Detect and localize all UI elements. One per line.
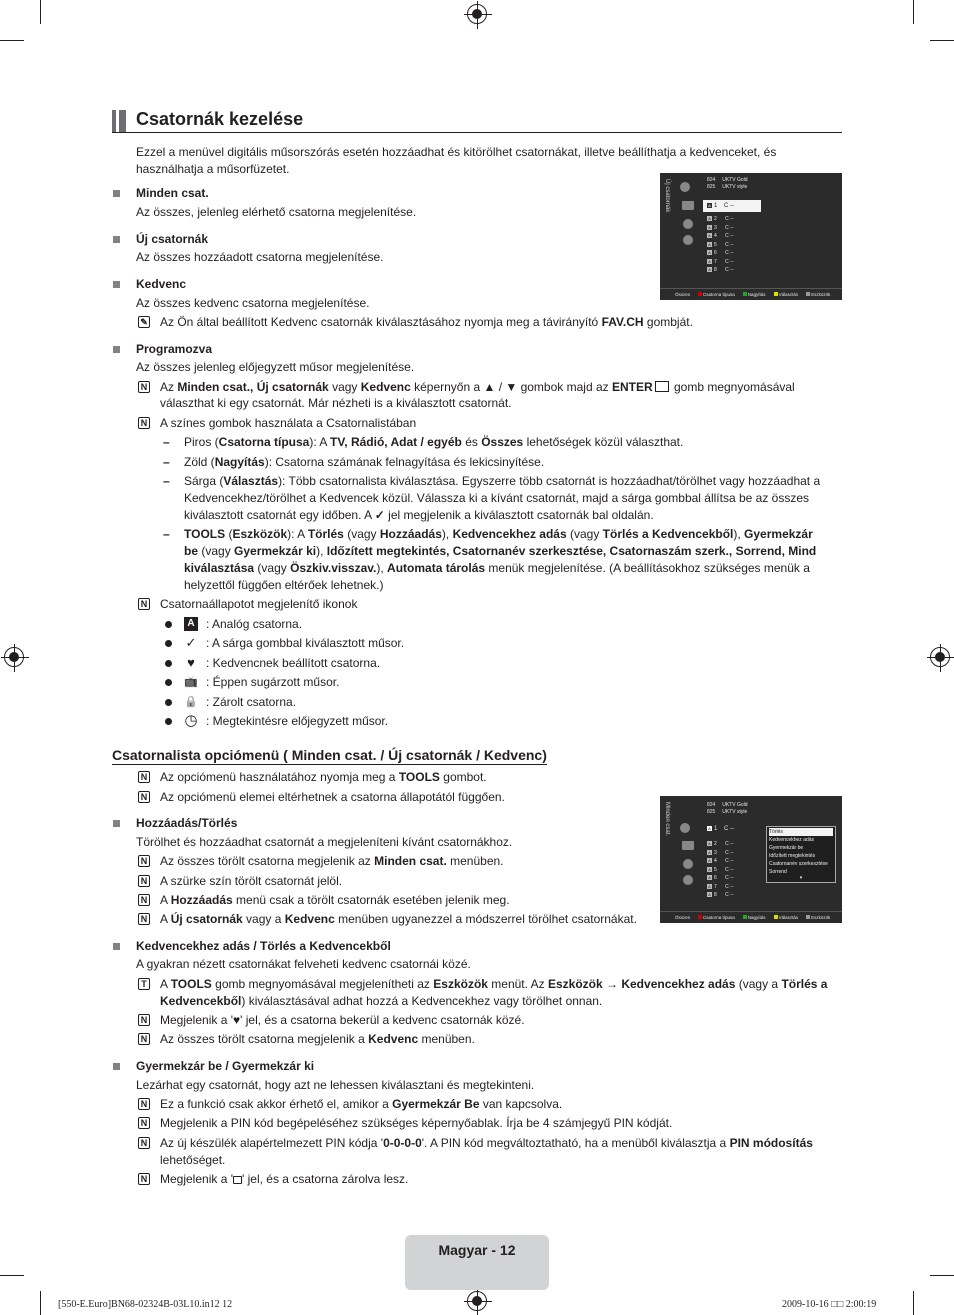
bullet-dot bbox=[165, 679, 172, 686]
crop-mark bbox=[0, 40, 24, 41]
tv-channel-number: 2 bbox=[714, 216, 717, 222]
analog-icon: A bbox=[708, 250, 711, 255]
tv-channel-name: C -- bbox=[725, 875, 734, 881]
heart-icon: ♥ bbox=[233, 1013, 241, 1027]
tv-channel-number: 6 bbox=[714, 250, 717, 256]
tv-top-channel: 825 UKTV style bbox=[707, 184, 748, 190]
tools-desc-l3: kiválasztása (vagy Öszkiv.visszav.), Automata tárolás menük megjelenítése. (A beállításokhoz szükséges menük a bbox=[184, 561, 810, 575]
status-icon-label: : Kedvencnek beállított csatorna. bbox=[206, 656, 381, 670]
crop-mark bbox=[930, 1275, 954, 1276]
analog-icon: A bbox=[708, 858, 711, 863]
tv-channel-name: C -- bbox=[725, 258, 734, 265]
tv-channel-name: C -- bbox=[725, 250, 734, 256]
tv-footer-item[interactable]: Választás bbox=[774, 912, 799, 923]
tv-channel-row[interactable] bbox=[707, 267, 733, 273]
bullet-dot bbox=[165, 621, 172, 628]
crop-mark bbox=[913, 0, 914, 24]
yellow-button-desc-l3: kiválasztott csatornát egy időben. A ✓ jel megjelenik a kiválasztott csatornák bal oldalán. bbox=[184, 508, 654, 522]
dash-bullet: – bbox=[163, 474, 170, 488]
tv-channel-name: C -- bbox=[725, 892, 734, 898]
crop-mark bbox=[0, 1275, 24, 1276]
tv-channel-number: 4 bbox=[714, 233, 717, 239]
color-button-icon bbox=[698, 292, 702, 296]
dash-bullet: – bbox=[163, 527, 170, 541]
tv-top-channel: 824 UKTV Gold bbox=[707, 177, 748, 183]
tv-channel-number: 8 bbox=[714, 892, 717, 898]
heart-icon bbox=[683, 219, 693, 229]
note-icon: N bbox=[138, 1137, 150, 1149]
gyer-note-4: Megjelenik a ' ' jel, és a csatorna zárolva lesz. bbox=[160, 1172, 409, 1186]
page-number: Magyar - 12 bbox=[438, 1242, 516, 1258]
hozz-note-4: A Új csatornák vagy a Kedvenc menüben ugyanezzel a módszerrel törölhet csatornákat. bbox=[160, 912, 637, 926]
kedv-note-1: Megjelenik a '♥' jel, és a csatorna bekerül a kedvenc csatornák közé. bbox=[160, 1013, 525, 1027]
tv-channel-row[interactable] bbox=[707, 884, 733, 890]
tv-footer bbox=[660, 911, 842, 923]
heart-icon: ♥ bbox=[187, 655, 195, 670]
tv-channel-row[interactable] bbox=[707, 875, 733, 881]
bullet-square bbox=[113, 346, 120, 353]
kedvenc-desc: Az összes kedvenc csatorna megjelenítése. bbox=[136, 296, 370, 310]
prog-heading: Programozva bbox=[136, 342, 213, 356]
tv-channel-row[interactable] bbox=[707, 850, 733, 856]
prog-note-3: Csatornaállapotot megjelenítő ikonok bbox=[160, 597, 358, 611]
tv-channel-row[interactable] bbox=[707, 867, 733, 873]
crop-mark bbox=[930, 40, 954, 41]
tv-channel-name: C -- bbox=[725, 858, 734, 864]
note-icon: N bbox=[138, 791, 150, 803]
note-icon: N bbox=[138, 855, 150, 867]
tools-desc-l2: be (vagy Gyermekzár ki), Időzített megtekintés, Csatornanév szerkesztése, Csatornaszám szerk., Sorrend, Mind bbox=[184, 544, 817, 558]
tv-footer-item[interactable]: Összes bbox=[675, 915, 691, 920]
bullet-dot bbox=[165, 640, 172, 647]
tv-channel-name: C -- bbox=[725, 233, 734, 239]
print-info-left: [550-E.Euro]BN68-02324B-03L10.in12 12 bbox=[58, 1299, 233, 1310]
section-heading: Csatornalista opciómenü ( Minden csat. / Új csatornák / Kedvenc) bbox=[112, 747, 547, 763]
analog-icon: A bbox=[708, 216, 711, 221]
print-info-right: 2009-10-16 □□ 2:00:19 bbox=[782, 1299, 877, 1310]
analog-icon: A bbox=[708, 892, 711, 897]
analog-icon: A bbox=[708, 875, 711, 880]
hozz-note-1: Az összes törölt csatorna megjelenik az Minden csat. menüben. bbox=[160, 854, 504, 868]
registration-mark-top bbox=[467, 4, 487, 24]
gyer-note-3: Az új készülék alapértelmezett PIN kódja '0-0-0-0'. A PIN kód megváltoztatható, ha a menüből kiválasztja a PIN módosítás bbox=[160, 1136, 813, 1150]
tv-side-label: Új csatornák bbox=[664, 179, 670, 213]
tools-desc-l4: helyzettől függően eltérőek lehetnek.) bbox=[184, 578, 384, 592]
clock-icon bbox=[683, 235, 693, 245]
bullet-dot bbox=[165, 699, 172, 706]
note-icon: N bbox=[138, 1173, 150, 1185]
page-title: Csatornák kezelése bbox=[136, 109, 304, 129]
lock-icon: 🔒 bbox=[184, 696, 198, 708]
tv-channel-name: C -- bbox=[725, 849, 734, 856]
minden-desc: Az összes, jelenleg elérhető csatorna megjelenítése. bbox=[136, 205, 417, 219]
cable-icon bbox=[682, 201, 694, 210]
tv-footer-item[interactable]: Nagyítás bbox=[743, 289, 766, 300]
color-button-icon bbox=[806, 292, 810, 296]
tv-side-label: Minden csat. bbox=[664, 802, 670, 837]
color-button-icon bbox=[698, 915, 702, 919]
tv-channel-number: 4 bbox=[714, 858, 717, 864]
tv-selected-row[interactable]: A 1 C -- bbox=[708, 826, 735, 832]
color-button-icon bbox=[774, 292, 778, 296]
bullet-square bbox=[113, 281, 120, 288]
minden-heading: Minden csat. bbox=[136, 186, 209, 200]
hozz-note-2: A szürke szín törölt csatornát jelöl. bbox=[160, 874, 343, 888]
title-marker-icon bbox=[112, 110, 126, 132]
note-icon: N bbox=[138, 1033, 150, 1045]
analog-icon: A bbox=[184, 617, 198, 631]
tv-channel-name: C -- bbox=[725, 866, 734, 873]
status-icon-label: : Megtekintésre előjegyzett műsor. bbox=[206, 714, 389, 728]
kedv-tools-l2: Kedvencekből) kiválasztásával adhat hozzá a Kedvencekhez vagy törölhet onnan. bbox=[160, 994, 603, 1008]
tv-channel-number: 2 bbox=[714, 841, 717, 847]
tv-footer-item[interactable]: Csatorna típusa bbox=[698, 912, 735, 923]
clock-icon: ◷ bbox=[184, 712, 198, 729]
tools-menu-item[interactable]: Csatornanév szerkesztése bbox=[769, 861, 828, 867]
color-button-icon bbox=[743, 915, 747, 919]
tv-channel-number: 7 bbox=[714, 883, 717, 890]
tv-footer-item[interactable]: Nagyítás bbox=[743, 912, 766, 923]
status-icon-label: : A sárga gombbal kiválasztott műsor. bbox=[206, 636, 405, 650]
note-icon: N bbox=[138, 1098, 150, 1110]
tools-popup-menu[interactable] bbox=[766, 826, 836, 883]
kedvenc-heading: Kedvenc bbox=[136, 277, 187, 291]
tv-channel-row[interactable] bbox=[707, 858, 733, 864]
gyer-note-1: Ez a funkció csak akkor érhető el, amikor a Gyermekzár Be van kapcsolva. bbox=[160, 1097, 563, 1111]
title-bar bbox=[112, 108, 842, 133]
bullet-square bbox=[113, 236, 120, 243]
bullet-dot bbox=[165, 660, 172, 667]
tools-menu-item[interactable]: Sorrend bbox=[769, 869, 787, 875]
yellow-button-desc: Sárga (Választás): Több csatornalista kiválasztása. Egyszerre több csatornát is hozzáadhat/törölhet vagy hozzáadhat a bbox=[184, 474, 821, 488]
prog-desc: Az összes jelenleg előjegyzett műsor megjelenítése. bbox=[136, 360, 415, 374]
dash-bullet: – bbox=[163, 435, 170, 449]
tv-channel-name: C -- bbox=[725, 224, 734, 231]
uj-heading: Új csatornák bbox=[136, 232, 209, 246]
bullet-dot bbox=[165, 718, 172, 725]
clock-icon bbox=[683, 875, 693, 885]
tv-footer-item[interactable]: Összes bbox=[675, 292, 691, 297]
opt-note-2: Az opciómenü elemei eltérhetnek a csatorna állapotától függően. bbox=[160, 790, 505, 804]
bullet-square bbox=[113, 1063, 120, 1070]
status-icon-label: : Analóg csatorna. bbox=[206, 617, 303, 631]
note-icon: N bbox=[138, 598, 150, 610]
tools-icon: T bbox=[138, 978, 150, 990]
tv-screen-new-channels bbox=[660, 173, 842, 300]
tv-channel-name: C -- bbox=[725, 883, 734, 890]
gyer-desc: Lezárhat egy csatornát, hogy azt ne lehessen kiválasztani és megtekinteni. bbox=[136, 1078, 535, 1092]
tv-footer-item[interactable]: Eszközök bbox=[806, 912, 830, 923]
bullet-square bbox=[113, 820, 120, 827]
antenna-icon bbox=[680, 823, 690, 833]
analog-icon: A bbox=[708, 849, 711, 855]
color-button-icon bbox=[806, 915, 810, 919]
note-icon: N bbox=[138, 1117, 150, 1129]
crop-mark bbox=[40, 0, 41, 24]
color-button-icon bbox=[743, 292, 747, 296]
green-button-desc: Zöld (Nagyítás): Csatorna számának felnagyítása és lekicsinyítése. bbox=[184, 455, 545, 469]
tv-selected-row[interactable]: A 1 C -- bbox=[703, 200, 761, 212]
chevron-down-icon[interactable]: ▾ bbox=[799, 875, 803, 881]
tv-icon: 📺 bbox=[184, 676, 198, 688]
tv-footer-item[interactable]: Csatorna típusa bbox=[698, 289, 735, 300]
hozz-desc: Törölhet és hozzáadhat csatornát a megjeleníteni kívánt csatornákhoz. bbox=[136, 835, 513, 849]
prog-note-1-line2: választhat ki egy csatornát. Már nézheti is a kiválasztott csatornát. bbox=[160, 396, 512, 410]
bullet-square bbox=[113, 190, 120, 197]
tv-footer bbox=[660, 288, 842, 300]
tv-channel-row[interactable] bbox=[707, 892, 733, 898]
tv-channel-row[interactable] bbox=[707, 225, 733, 231]
note-icon: N bbox=[138, 1014, 150, 1026]
tools-desc-l1: TOOLS (Eszközök): A Törlés (vagy Hozzáadás), Kedvencekhez adás (vagy Törlés a Kedvencekből), Gyermekzár bbox=[184, 527, 813, 541]
analog-icon: A bbox=[708, 224, 711, 230]
color-button-icon bbox=[774, 915, 778, 919]
tv-channel-row[interactable] bbox=[707, 841, 733, 847]
bullet-square bbox=[113, 943, 120, 950]
tv-footer-item[interactable]: Eszközök bbox=[806, 289, 830, 300]
tv-channel-row[interactable] bbox=[707, 216, 733, 222]
analog-icon: A bbox=[708, 866, 711, 872]
intro-text: Ezzel a menüvel digitális műsorszórás esetén hozzáadhat és kitörölhet csatornákat, illetve beállíthatja a kedvenceket, és használhatja a műsorfüzetet. bbox=[136, 145, 777, 176]
tv-channel-number: 7 bbox=[714, 258, 717, 265]
registration-mark-bottom bbox=[467, 1291, 487, 1311]
cable-icon bbox=[682, 841, 694, 850]
uj-desc: Az összes hozzáadott csatorna megjelenítése. bbox=[136, 250, 384, 264]
tv-channel-number: 5 bbox=[714, 241, 717, 248]
tv-channel-number: 3 bbox=[714, 224, 717, 231]
tv-channel-name: C -- bbox=[725, 216, 734, 222]
tv-screen-all-channels bbox=[660, 796, 842, 923]
tv-channel-number: 5 bbox=[714, 866, 717, 873]
kedv-desc: A gyakran nézett csatornákat felveheti kedvenc csatornái közé. bbox=[136, 957, 471, 971]
gyer-note-3-l2: lehetőséget. bbox=[160, 1153, 226, 1167]
page-footer-tab bbox=[405, 1235, 549, 1290]
enter-icon bbox=[655, 381, 669, 392]
analog-icon: A bbox=[708, 233, 711, 238]
gyer-heading: Gyermekzár be / Gyermekzár ki bbox=[136, 1059, 315, 1073]
tv-top-channel: 825 UKTV style bbox=[707, 809, 748, 815]
red-button-desc: Piros (Csatorna típusa): A TV, Rádió, Adat / egyéb és Összes lehetőségek közül választhat. bbox=[184, 435, 684, 449]
checkmark-icon: ✓ bbox=[374, 508, 385, 522]
note-icon: N bbox=[138, 417, 150, 429]
lock-icon bbox=[233, 1176, 242, 1184]
registration-mark-right bbox=[930, 647, 950, 667]
status-icon-label: : Éppen sugárzott műsor. bbox=[206, 675, 340, 689]
gyer-note-2: Megjelenik a PIN kód begépeléséhez szükséges képernyőablak. Írja be 4 számjegyű PIN kódját. bbox=[160, 1116, 673, 1130]
tv-channel-row[interactable] bbox=[707, 259, 733, 265]
note-icon: N bbox=[138, 894, 150, 906]
heart-icon bbox=[683, 859, 693, 869]
crop-mark bbox=[40, 1291, 41, 1315]
antenna-icon bbox=[680, 182, 690, 192]
kedv-tools-l1: A TOOLS gomb megnyomásával megjelenítheti az Eszközök menüt. Az Eszközök → Kedvencekhez adás (vagy a Törlés a bbox=[160, 977, 828, 991]
analog-icon: A bbox=[708, 241, 711, 247]
dash-bullet: – bbox=[163, 455, 170, 469]
note-icon: N bbox=[138, 771, 150, 783]
analog-icon: A bbox=[708, 258, 711, 264]
tv-channel-row[interactable] bbox=[707, 250, 733, 256]
tv-footer-item[interactable]: Választás bbox=[774, 289, 799, 300]
tv-channel-row[interactable] bbox=[707, 242, 733, 248]
analog-icon: A bbox=[708, 841, 711, 846]
note-icon: N bbox=[138, 875, 150, 887]
checkmark-icon: ✓ bbox=[185, 635, 197, 650]
remote-icon: ✎ bbox=[138, 316, 150, 328]
note-icon: N bbox=[138, 381, 150, 393]
tv-channel-number: 3 bbox=[714, 849, 717, 856]
crop-mark bbox=[913, 1291, 914, 1315]
tv-top-channel: 824 UKTV Gold bbox=[707, 802, 748, 808]
analog-icon: A bbox=[708, 883, 711, 889]
yellow-button-desc-l2: Kedvencekhez/törölhet a Kedvencek közül. Válassza ki a kívánt csatornát, majd a sárga gombbal állítsa be az összes bbox=[184, 491, 810, 505]
tools-menu-item[interactable]: Gyermekzár be bbox=[769, 845, 804, 851]
tv-channel-number: 8 bbox=[714, 267, 717, 273]
kedv-note-2: Az összes törölt csatorna megjelenik a Kedvenc menüben. bbox=[160, 1032, 475, 1046]
hozz-note-3: A Hozzáadás menü csak a törölt csatornák esetében jelenik meg. bbox=[160, 893, 510, 907]
tools-menu-item[interactable]: Időzített megtekintés bbox=[769, 853, 816, 859]
analog-icon: A bbox=[708, 267, 711, 272]
kedvenc-note: Az Ön által beállított Kedvenc csatornák kiválasztásához nyomja meg a távirányító FAV.CH gombját. bbox=[160, 315, 693, 329]
tools-menu-item[interactable]: Kedvencekhez adás bbox=[769, 837, 815, 843]
hozz-heading: Hozzáadás/Törlés bbox=[136, 816, 238, 830]
prog-note-1: Az Minden csat., Új csatornák vagy Kedvenc képernyőn a ▲ / ▼ gombok majd az ENTER gomb megnyomásával bbox=[160, 380, 795, 394]
tv-channel-name: C -- bbox=[725, 241, 734, 248]
prog-note-2: A színes gombok használata a Csatornalistában bbox=[160, 416, 417, 430]
note-icon: N bbox=[138, 913, 150, 925]
opt-note-1: Az opciómenü használatához nyomja meg a TOOLS gombot. bbox=[160, 770, 487, 784]
status-icon-label: : Zárolt csatorna. bbox=[206, 695, 297, 709]
tv-channel-name: C -- bbox=[725, 841, 734, 847]
tv-channel-row[interactable] bbox=[707, 233, 733, 239]
kedv-heading: Kedvencekhez adás / Törlés a Kedvencekből bbox=[136, 939, 391, 953]
registration-mark-left bbox=[4, 647, 24, 667]
tv-channel-name: C -- bbox=[725, 267, 734, 273]
tools-menu-item[interactable]: Törlés bbox=[769, 828, 833, 836]
tv-channel-number: 6 bbox=[714, 875, 717, 881]
